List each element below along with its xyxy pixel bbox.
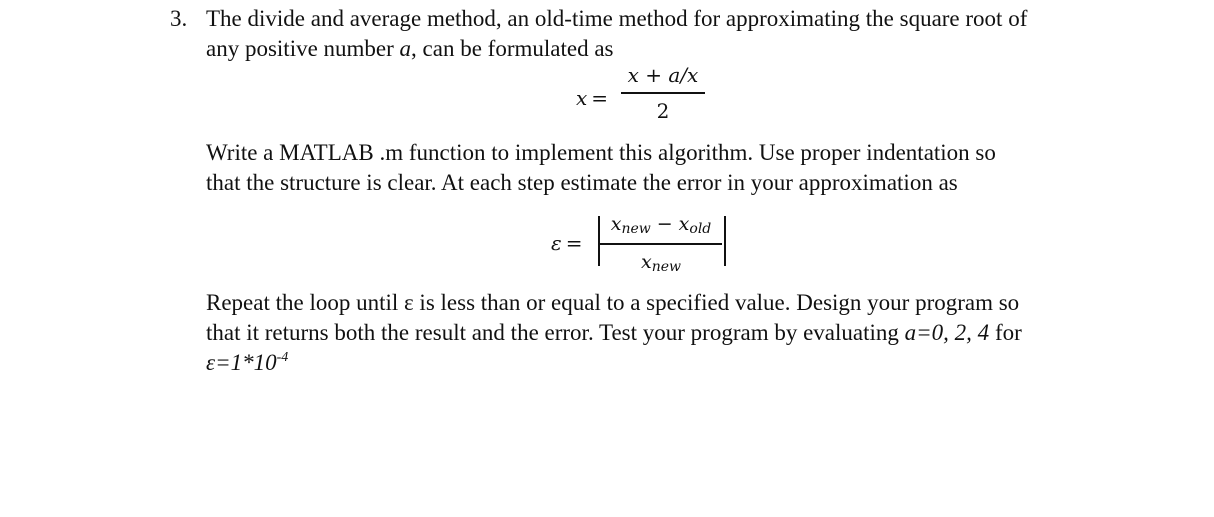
intro-variable-a: a xyxy=(399,36,412,61)
x-new-denominator-term: x xyxy=(640,250,652,273)
equation-1-equals: = xyxy=(591,86,609,110)
x-new-subscript: new xyxy=(621,221,651,237)
problem-intro-line-2 xyxy=(206,34,614,64)
paragraph-3-line-2 xyxy=(206,318,1022,348)
x-new-term: x xyxy=(610,213,622,235)
intro-text-post: , can be formulated as xyxy=(411,36,614,61)
equation-1-variable: x xyxy=(576,86,588,110)
equation-1-denominator: 2 xyxy=(656,98,670,123)
tolerance-exponent: -4 xyxy=(276,350,289,365)
x-old-term: x xyxy=(678,213,690,235)
equation-1-fraction xyxy=(621,62,705,124)
equation-2-epsilon: ε xyxy=(551,231,562,255)
problem-number: 3. xyxy=(170,6,188,31)
equation-2-denominator xyxy=(600,249,722,280)
equation-1-lhs xyxy=(576,86,608,110)
x-old-subscript: old xyxy=(689,221,712,237)
equation-2-lhs xyxy=(551,231,583,255)
tolerance-base: ε=1*10 xyxy=(206,350,277,375)
minus-operator: − xyxy=(656,213,673,235)
equation-2-equals: = xyxy=(565,231,583,255)
intro-text-pre: any positive number xyxy=(206,36,400,61)
paragraph-2-line-1: Write a MATLAB .m function to implement this algorithm. Use proper indentation so xyxy=(206,140,996,165)
paragraph-3-text-post: for xyxy=(989,320,1022,345)
problem-intro-line-1: The divide and average method, an old-time method for approximating the square root of xyxy=(206,6,1028,31)
equation-2-fraction xyxy=(600,212,722,280)
test-values: a=0, 2, 4 xyxy=(904,320,990,345)
equation-2-fraction-bar xyxy=(600,243,722,245)
paragraph-2-line-2: that the structure is clear. At each step estimate the error in your approximation as xyxy=(206,170,958,195)
equation-2-abs-bar-right xyxy=(724,216,726,266)
equation-1-numerator: x + a/x xyxy=(627,63,699,87)
paragraph-3-line-3 xyxy=(206,348,288,378)
x-new-denominator-subscript: new xyxy=(651,258,681,275)
paragraph-3-line-1: Repeat the loop until ε is less than or equal to a specified value. Design your program so xyxy=(206,290,1020,315)
equation-2-numerator xyxy=(600,212,722,241)
equation-1-fraction-bar xyxy=(621,92,705,94)
paragraph-3-text-pre: that it returns both the result and the error. Test your program by evaluating xyxy=(206,320,905,345)
